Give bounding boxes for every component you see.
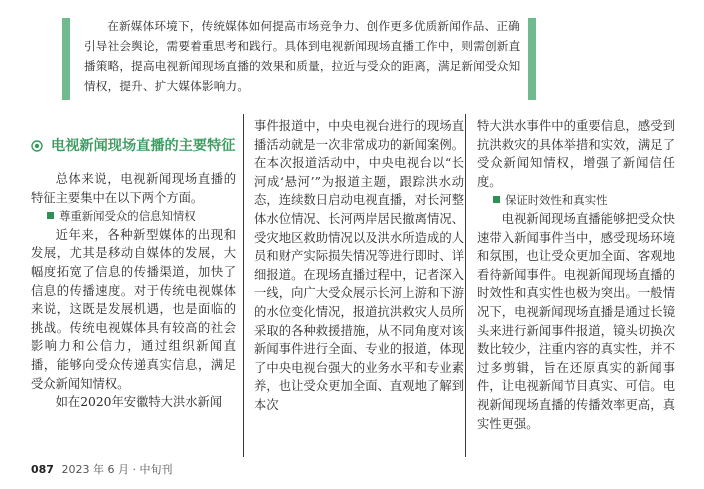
section-title: 电视新闻现场直播的主要特征: [51, 138, 236, 154]
section-heading: [31, 137, 236, 156]
square-bullet-icon: [493, 196, 500, 203]
subheading-2: [477, 191, 675, 210]
abstract-line: 播策略，提高电视新闻现场直播的效果和质量，拉近与受众的距离，满足新闻受众知: [84, 59, 521, 73]
paragraph: 特大洪水事件中的重要信息，感受到抗洪救灾的具体举措和实效，满足了受众新闻知情权，增强了新闻信任度。: [477, 119, 675, 189]
column-divider: [243, 114, 244, 457]
column-2: [254, 117, 464, 415]
paragraph: 总体来说，电视新闻现场直播的特征主要集中在以下两个方面。: [31, 172, 236, 205]
column-divider: [465, 114, 466, 457]
subheading-text: 尊重新闻受众的信息知情权: [58, 209, 196, 224]
column-1: [31, 137, 236, 412]
abstract-line: 情权，提升、扩大媒体影响力。: [84, 79, 250, 93]
paragraph: 近年来，各种新型媒体的出现和发展，尤其是移动自媒体的发展，大幅度拓宽了信息的传播渠道，加快了信息的传播速度。对于传统电视媒体来说，这既是发展机遇，也是面临的挑战。传统电视媒体具有较高的社会影响力和公信力，通过组织新闻直播，能够向受众传递真实信息，满足受众新闻知情权。: [31, 227, 236, 391]
paragraph: 事件报道中，中央电视台进行的现场直播活动就是一次非常成功的新闻案例。在本次报道活动中，中央电视台以“长河成‘悬河’”为报道主题，跟踪洪水动态，连续数日启动电视直播，对长河整体水位情况、长河两岸居民撤离情况、受灾地区救助情况以及洪水所造成的人员和财产实际损失情况等进行即时、详细报道。在现场直播过程中，记者深入一线，向广大受众展示长河上游和下游的水位变化情况，报道抗洪救灾人员所采取的各种救援措施，从不同角度对该新闻事件进行全面、专业的报道，体现了中央电视台强大的业务水平和专业素养，也让受众更加全面、直观地了解到本次: [254, 119, 464, 412]
column-3: [477, 117, 675, 433]
square-bullet-icon: [47, 212, 54, 219]
page-number: 087: [31, 463, 54, 476]
issue-label: 2023 年 6 月 · 中旬刊: [61, 463, 173, 476]
target-circle-icon: [31, 140, 43, 152]
page-footer: [31, 461, 172, 477]
abstract-line: 引导社会舆论，需要着重思考和践行。具体到电视新闻现场直播工作中，则需创新直: [84, 39, 521, 53]
paragraph: 如在2020年安徽特大洪水新闻: [55, 395, 223, 410]
abstract-line: 在新媒体环境下，传统媒体如何提高市场竞争力、创作更多优质新闻作品、正确: [107, 19, 520, 33]
abstract-box: [62, 12, 536, 104]
paragraph: 电视新闻现场直播能够把受众快速带入新闻事件当中，感受现场环境和氛围，也让受众更加全面、客观地看待新闻事件。电视新闻现场直播的时效性和真实性也极为突出。一般情况下，电视新闻现场直播是通过长镜头来进行新闻事件报道，镜头切换次数比较少，注重内容的真实性，并不过多剪辑，旨在还原真实的新闻事件，让电视新闻节目真实、可信。电视新闻现场直播的传播效率更高，真实性更强。: [477, 211, 675, 431]
subheading-1: [31, 207, 236, 226]
subheading-text: 保证时效性和真实性: [504, 193, 608, 208]
abstract-text: [84, 16, 522, 96]
